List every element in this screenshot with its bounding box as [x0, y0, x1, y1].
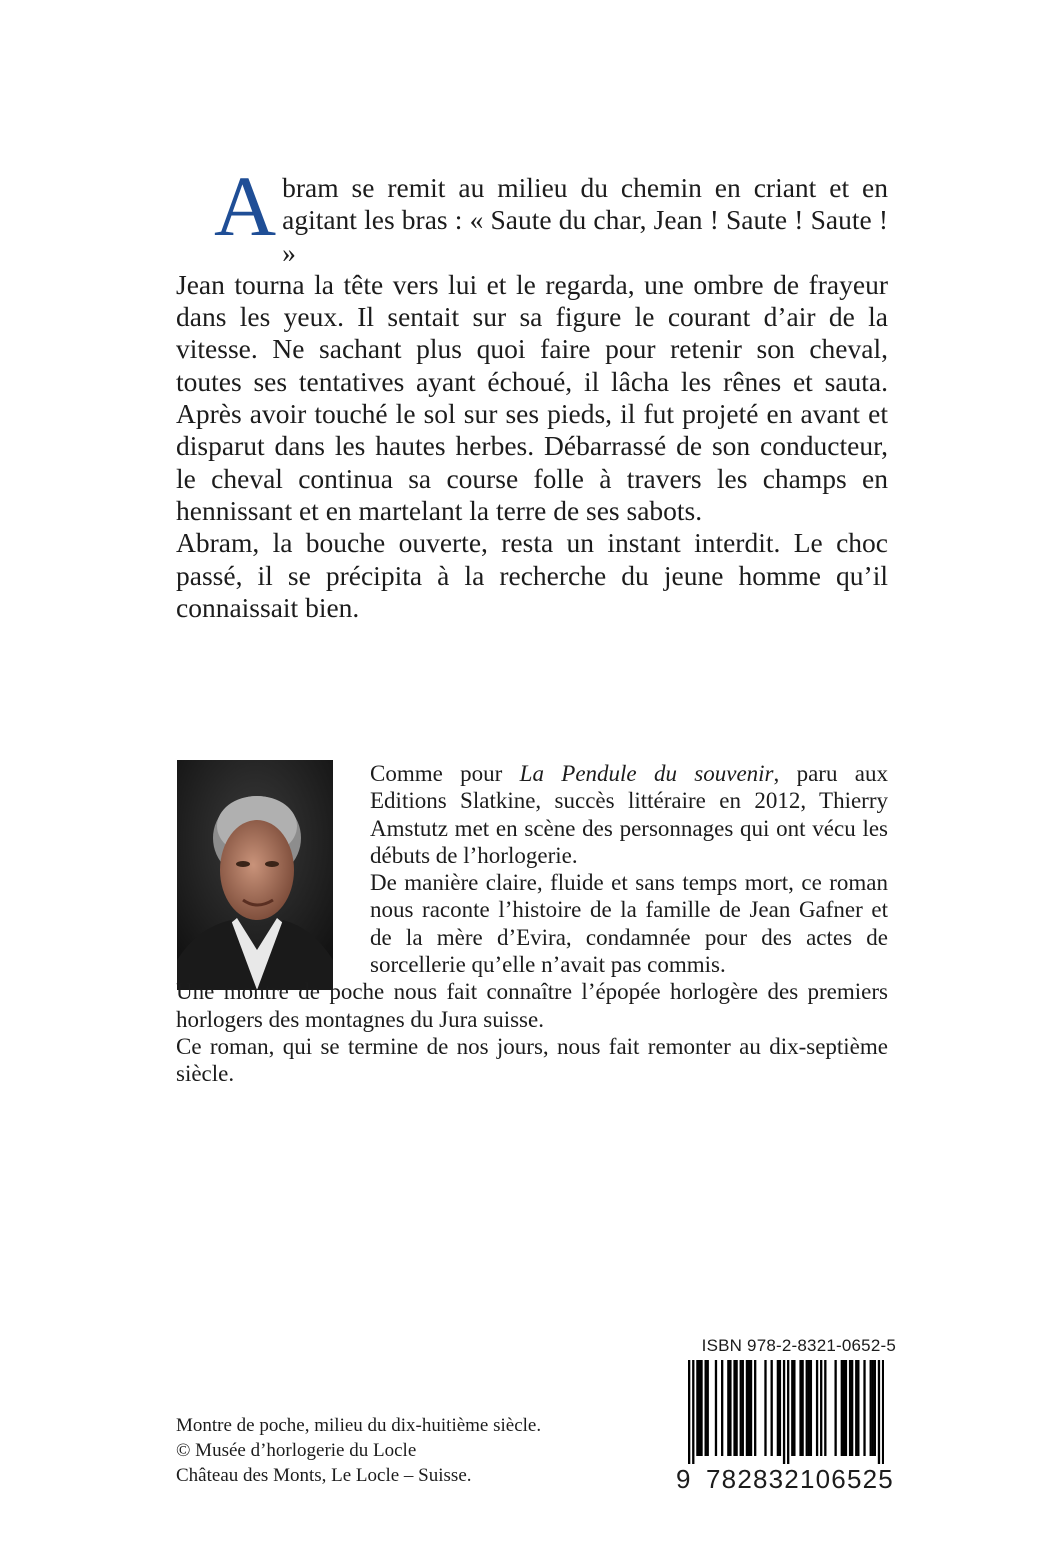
- blurb-paragraph-2: De manière claire, fluide et sans temps mort, ce roman nous raconte l’histoire de la famille de Jean Gafner et de la mère d’Evira, condamnée pour des actes de sorcellerie qu’elle n’avait pas commis.: [370, 870, 888, 978]
- barcode-bar: [707, 1360, 709, 1456]
- barcode-bar: [764, 1360, 766, 1456]
- barcode-bar: [863, 1360, 865, 1456]
- barcode-bar: [777, 1360, 779, 1456]
- excerpt-paragraph-3: Abram, la bouche ouverte, resta un instant interdit. Le choc passé, il se précipita à la recherche du jeune homme qu’il connaissait bien.: [176, 527, 888, 623]
- barcode-bar: [715, 1360, 717, 1456]
- barcode-bar: [771, 1360, 773, 1456]
- caption-line-3: Château des Monts, Le Locle – Suisse.: [176, 1465, 472, 1486]
- barcode-bar: [742, 1360, 744, 1456]
- barcode-bar: [705, 1360, 707, 1456]
- barcode-bar: [696, 1360, 698, 1456]
- barcode-bar: [801, 1360, 803, 1456]
- blurb-p1-start: Comme pour: [370, 761, 520, 786]
- barcode-bar: [700, 1360, 702, 1456]
- barcode-bar: [834, 1360, 836, 1456]
- excerpt: [176, 158, 888, 624]
- barcode-bar: [857, 1360, 859, 1456]
- barcode-bar: [870, 1360, 872, 1456]
- isbn-label: ISBN 978-2-8321-0652-5: [701, 1336, 896, 1355]
- barcode-bar: [698, 1360, 700, 1456]
- barcode-bar: [692, 1360, 694, 1464]
- blurb: [176, 760, 888, 1088]
- drop-cap: A: [214, 158, 277, 254]
- barcode-bar: [740, 1360, 742, 1456]
- barcode-bar: [735, 1360, 737, 1456]
- barcode-bar: [787, 1360, 789, 1464]
- barcode-bar: [824, 1360, 826, 1456]
- caption-line-1: Montre de poche, milieu du dix-huitième siècle.: [176, 1415, 542, 1436]
- barcode-bar: [748, 1360, 750, 1456]
- excerpt-text-1: bram se remit au milieu du chemin en criant et en agitant les bras : « Saute du char, Jean ! Saute ! Saute ! »: [282, 172, 888, 268]
- barcode-bar: [820, 1360, 822, 1456]
- caption-line-2: © Musée d’horlogerie du Locle: [176, 1440, 417, 1461]
- barcode-bar: [843, 1360, 845, 1456]
- barcode-bar: [841, 1360, 843, 1456]
- barcode-bar: [721, 1360, 723, 1456]
- barcode-bar: [816, 1360, 818, 1456]
- blurb-paragraph-1: [370, 760, 888, 869]
- barcode-bar: [750, 1360, 752, 1456]
- barcode-bar: [806, 1360, 808, 1456]
- blurb-paragraph-3: Une montre de poche nous fait connaître l’épopée horlogère des premiers horlogers des montagnes du Jura suisse.: [176, 979, 888, 1032]
- image-caption: [176, 1413, 616, 1488]
- barcode-bar: [851, 1360, 853, 1456]
- barcode-bar: [874, 1360, 876, 1456]
- barcode-bar: [808, 1360, 810, 1456]
- book-title: La Pendule du souvenir: [519, 761, 774, 786]
- barcode-bar: [849, 1360, 851, 1456]
- barcode-icon: [688, 1360, 884, 1464]
- barcode-bar: [783, 1360, 785, 1464]
- barcode-bar: [799, 1360, 801, 1456]
- blurb-p1-end: , paru aux Editions Slatkine, succès littéraire en 2012, Thierry Amstutz met en scène des personnages qui ont vécu les débuts de l’horlogerie.: [370, 761, 889, 868]
- excerpt-paragraph-1: [176, 158, 888, 269]
- barcode-bar: [754, 1360, 756, 1456]
- barcode-bar: [872, 1360, 874, 1456]
- isbn-digit-groups: 782832106525: [706, 1464, 894, 1494]
- barcode-bar: [882, 1360, 884, 1464]
- excerpt-paragraph-2: Jean tourna la tête vers lui et le regarda, une ombre de frayeur dans les yeux. Il sentait sur sa figure le courant d’air de la vitesse. Ne sachant plus quoi faire pour retenir son cheval, toutes ses tentatives ayant échoué, il lâcha les rênes et sauta. Après avoir touché le sol sur ses pieds, il fut projeté en avant et disparut dans les hautes herbes. Débarrassé de son conducteur, le cheval continua sa course folle à travers les champs en hennissant et en martelant la terre de ses sabots.: [176, 268, 888, 526]
- isbn-barcode-block: [676, 1336, 896, 1492]
- barcode-bar: [727, 1360, 729, 1456]
- barcode-bar: [878, 1360, 880, 1464]
- barcode-bar: [810, 1360, 812, 1456]
- isbn-lead-digit: 9: [676, 1464, 691, 1494]
- barcode-bar: [733, 1360, 735, 1456]
- barcode-bar: [688, 1360, 690, 1464]
- blurb-paragraph-4: Ce roman, qui se termine de nos jours, nous fait remonter au dix-septième siècle.: [176, 1033, 888, 1087]
- barcode-bar: [779, 1360, 781, 1456]
- barcode-bar: [729, 1360, 731, 1456]
- barcode-bar: [793, 1360, 795, 1456]
- barcode-bar: [746, 1360, 748, 1456]
- barcode-bar: [845, 1360, 847, 1456]
- barcode-bar: [791, 1360, 793, 1456]
- barcode-bar: [855, 1360, 857, 1456]
